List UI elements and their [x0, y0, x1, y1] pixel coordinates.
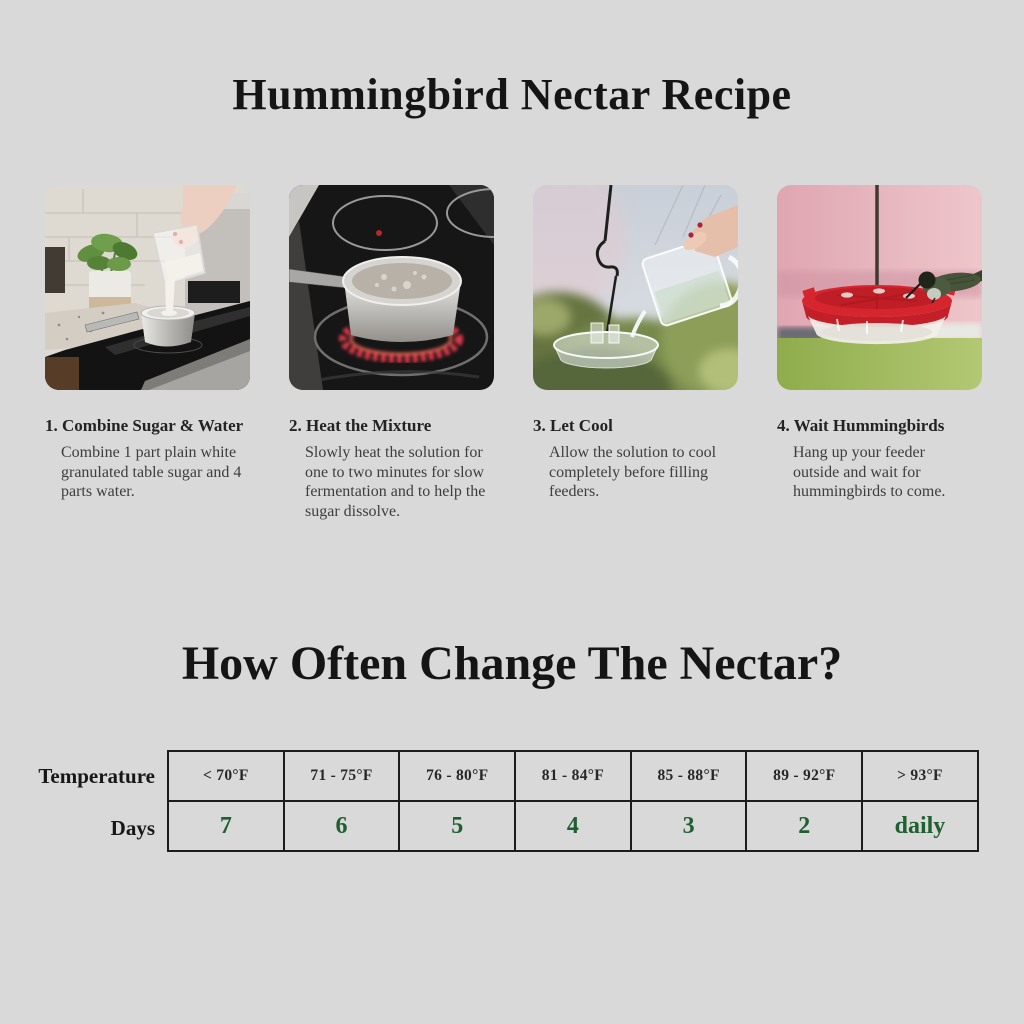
step-1-body: Combine 1 part plain white granulated table sugar and 4 parts water.: [61, 444, 242, 500]
photo-boiling-pot: [289, 185, 494, 390]
days-cell: 5: [399, 801, 515, 851]
hot-surface-indicator: [376, 230, 382, 236]
days-cell: 7: [168, 801, 284, 851]
temperature-cell: < 70°F: [168, 751, 284, 801]
boiling-pot-illustration: [289, 185, 494, 390]
step-1: [45, 185, 250, 521]
boiling-water: [352, 263, 452, 299]
temperature-cell: 76 - 80°F: [399, 751, 515, 801]
step-3: [533, 185, 738, 521]
days-cell: 4: [515, 801, 631, 851]
wood-cabinet: [45, 357, 79, 390]
green-table: [777, 338, 982, 390]
kitchen-pour-sugar-illustration: [45, 185, 250, 390]
row-label-temperature: Temperature: [38, 763, 155, 788]
photo-pour-sugar: [45, 185, 250, 390]
row-label-days: Days: [110, 815, 155, 840]
photo-hummingbird-feeder: [777, 185, 982, 390]
hummingbird-feeder-illustration: [777, 185, 982, 390]
dark-planter: [45, 247, 65, 293]
stove-control-panel: [188, 281, 240, 303]
days-cell: 3: [631, 801, 747, 851]
days-row: [168, 801, 978, 851]
temperature-cell: > 93°F: [862, 751, 978, 801]
days-cell: 2: [746, 801, 862, 851]
temperature-cell: 85 - 88°F: [631, 751, 747, 801]
nectar-change-table: [167, 750, 979, 852]
step-1-heading: 1. Combine Sugar & Water: [45, 416, 244, 435]
temperature-row: [168, 751, 978, 801]
step-4: [777, 185, 982, 521]
step-4-heading: 4. Wait Hummingbirds: [777, 416, 945, 435]
step-2-heading: 2. Heat the Mixture: [289, 416, 432, 435]
photo-fill-feeder: [533, 185, 738, 390]
steps-row: [45, 185, 982, 521]
step-4-body: Hang up your feeder outside and wait for hummingbirds to come.: [793, 444, 946, 500]
page-title: Hummingbird Nectar Recipe: [232, 70, 792, 119]
temperature-cell: 81 - 84°F: [515, 751, 631, 801]
days-cell: daily: [862, 801, 978, 851]
days-cell: 6: [284, 801, 400, 851]
step-2: [289, 185, 494, 521]
step-2-body: Slowly heat the solution for one to two minutes for slow fermentation and to help the sugar dissolve.: [305, 444, 486, 520]
temperature-cell: 71 - 75°F: [284, 751, 400, 801]
step-3-heading: 3. Let Cool: [533, 416, 613, 435]
temperature-cell: 89 - 92°F: [746, 751, 862, 801]
pouring-water-illustration: [533, 185, 738, 390]
step-3-body: Allow the solution to cool completely before filling feeders.: [549, 444, 717, 500]
section-heading: How Often Change The Nectar?: [181, 637, 843, 690]
